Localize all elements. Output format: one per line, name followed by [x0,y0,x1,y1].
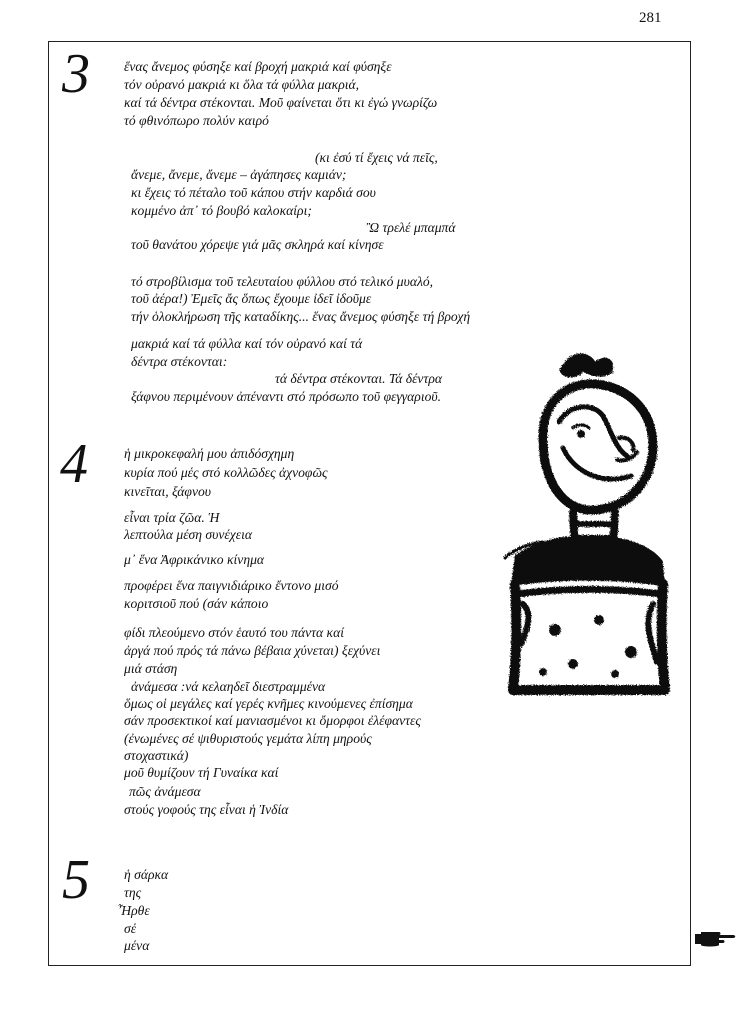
poem-line: καί τά δέντρα στέκονται. Μοῦ φαίνεται ὅτι κι ἐγώ γνωρίζω [124,95,438,110]
pointing-hand-icon [693,930,737,948]
poem-line: μοῦ θυμίζουν τή Γυναίκα καί [124,765,279,780]
poem-line: στοχαστικά) [124,748,189,763]
poem-line: τόν οὐρανό μακριά κι ὅλα τά φύλλα μακριά, [124,77,360,92]
poem-line: τοῦ θανάτου χόρεψε γιά μᾶς σκληρά καί κίνησε [131,237,384,252]
poem-line: κι ἔχεις τό πέταλο τοῦ κάπου στήν καρδιά σου [131,185,376,200]
poem-line: εἶναι τρία ζῶα. Ἡ [124,510,220,525]
poem-line: τά δέντρα στέκονται. Τά δέντρα [275,371,442,386]
poem-line: ἀνάμεσα :νά κελαηδεῖ διεστραμμένα [131,679,326,694]
poem-line: (ἐνωμένες σέ ψιθυριστούς γεμάτα λίπη μηρούς [124,731,372,746]
poem-line: ξάφνου περιμένουν ἀπέναντι στό πρόσωπο τοῦ φεγγαριοῦ. [131,389,442,404]
poem-line: ἀργά πού πρός τά πάνω βέβαια χύνεται) ξεχύνει [124,643,381,658]
poem-line: τό φθινόπωρο πολύν καιρό [124,113,269,128]
section-numeral-3: 3 [62,43,90,105]
poem-line: ἄνεμε, ἄνεμε, ἄνεμε – ἀγάπησες καμιάν; [131,167,347,182]
poem-line: μένα [124,938,150,953]
poem-line: μακριά καί τά φύλλα καί τόν οὐρανό καί τά [131,336,363,351]
bird-woman-drawing-icon [503,352,675,700]
poem-line: κινεῖται, ξάφνου [124,484,212,499]
poem-line: τοῦ ἀέρα!) Ἐμεῖς ἄς ὅπως ἔχουμε ἰδεῖ ἰδοῦμε [131,291,372,306]
poem-line: μιά στάση [124,661,178,676]
poem-line: στούς γοφούς της εἶναι ἡ Ἰνδία [124,802,289,817]
page-number: 281 [639,10,662,26]
poem-line: μ᾽ ἕνα Ἀφρικάνικο κίνημα [124,552,265,567]
poem-line: (κι ἐσύ τί ἔχεις νά πεῖς, [315,150,438,165]
poem-line: Ὢ τρελέ μπαμπά [366,220,456,235]
poem-line: σέ [124,921,137,936]
poem-line: κοριτσιοῦ πού (σάν κάποιο [124,596,269,611]
poem-line: πῶς ἀνάμεσα [129,784,201,799]
poem-line: ἡ μικροκεφαλή μου ἀπιδόσχημη [124,446,295,461]
poem-line: δέντρα στέκονται: [131,354,228,369]
poem-line: Ἦρθε [118,903,150,918]
section-numeral-4: 4 [60,433,88,495]
poem-line: ἕνας ἄνεμος φύσηξε καί βροχή μακριά καί φύσηξε [124,59,392,74]
poem-line: τό στροβίλισμα τοῦ τελευταίου φύλλου στό τελικό μυαλό, [131,274,434,289]
poem-line: προφέρει ἕνα παιγνιδιάρικο ἔντονο μισό [124,578,339,593]
poem-line: ἡ σάρκα [124,867,169,882]
poem-line: τήν ὁλοκλήρωση τῆς καταδίκης... ἕνας ἄνεμος φύσηξε τή βροχή [131,309,471,324]
poem-line: φίδι πλεούμενο στόν ἑαυτό του πάντα καί [124,625,344,640]
poem-line: της [124,885,142,900]
poem-line: κομμένο ἀπ᾽ τό βουβό καλοκαίρι; [131,203,312,218]
poem-line: ὅμως οἱ μεγάλες καί γερές κνῆμες κινούμενες ἐπίσημα [124,696,413,711]
poem-line: σάν προσεκτικοί καί μανιασμένοι κι ὄμορφοι ἐλέφαντες [124,713,421,728]
poem-line: λεπτούλα μέση συνέχεια [124,527,252,542]
section-numeral-5: 5 [62,849,90,911]
poem-line: κυρία πού μές στό κολλῶδες ἀχνοφῶς [124,465,328,480]
